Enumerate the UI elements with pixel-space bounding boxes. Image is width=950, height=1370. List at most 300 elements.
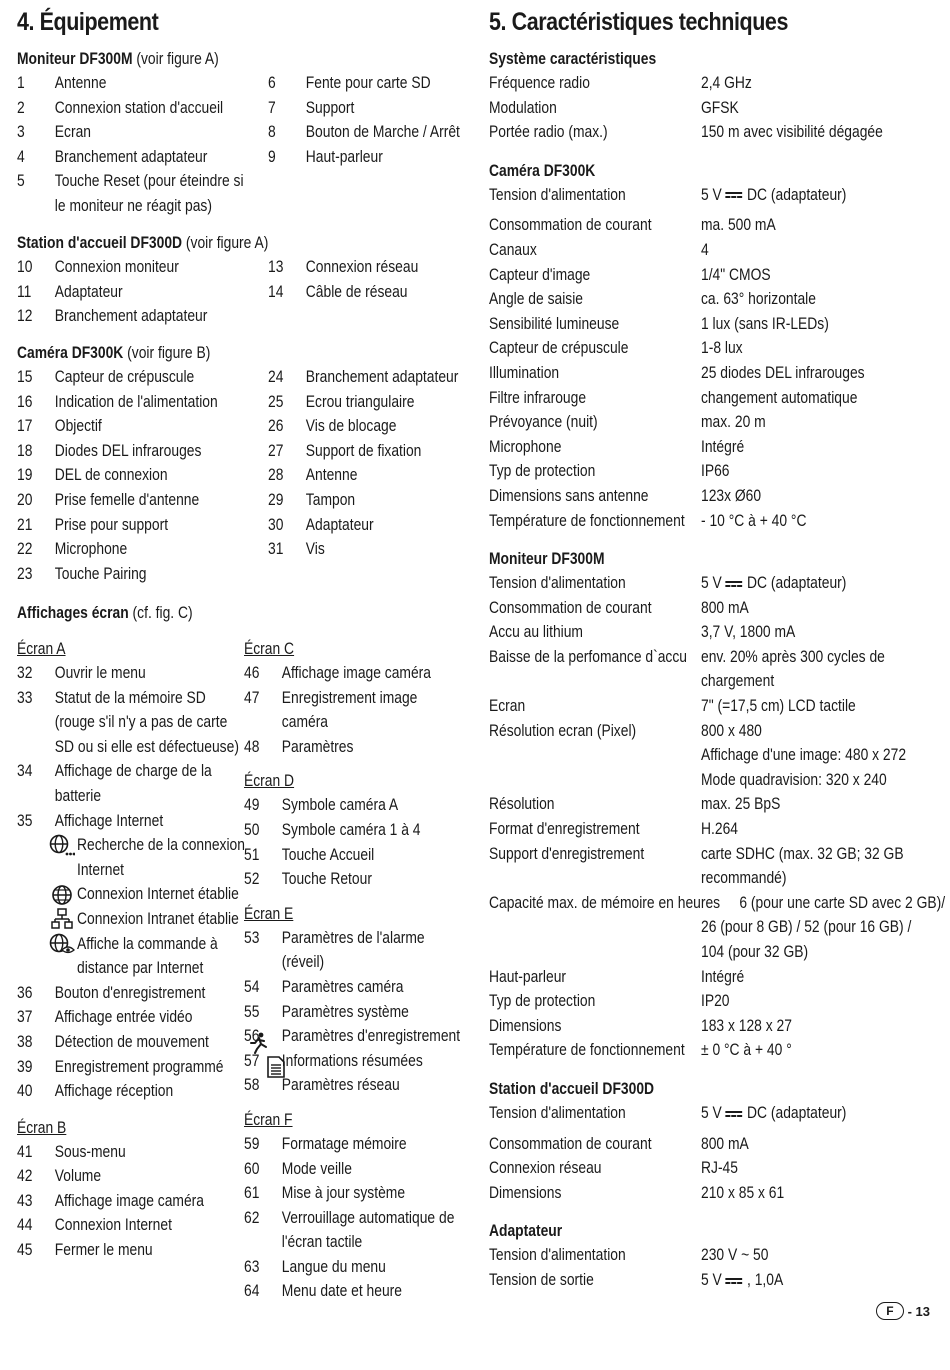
adapter-spec-title: Adaptateur xyxy=(489,1222,563,1241)
screen-displays-ref: (cf. fig. C) xyxy=(132,604,193,622)
list-item xyxy=(17,304,267,329)
spec-key: Connexion réseau xyxy=(489,1159,602,1178)
monitor-spec-title: Moniteur DF300M xyxy=(489,550,605,569)
item-label: batterie xyxy=(54,786,102,805)
spec-row xyxy=(489,287,929,312)
internet-status-label: Recherche de la connexion xyxy=(77,836,245,855)
spec-row xyxy=(489,435,929,460)
spec-row xyxy=(489,71,929,96)
spec-row xyxy=(489,1156,929,1181)
specs-column xyxy=(489,8,946,1293)
internet-status-label: Connexion Intranet établie xyxy=(77,909,239,928)
spec-key: Ecran xyxy=(489,697,526,716)
item-number: 57 xyxy=(244,1051,260,1070)
item-label: Affichage image caméra xyxy=(281,664,432,682)
list-item xyxy=(17,1030,237,1055)
spec-value: 2,4 GHz xyxy=(701,74,752,92)
spec-value: RJ-45 xyxy=(701,1159,738,1178)
item-number: 51 xyxy=(244,845,260,864)
item-number: 20 xyxy=(17,490,33,509)
item-label: l'écran tactile xyxy=(281,1233,363,1252)
camera-title: Caméra DF300K xyxy=(17,344,124,362)
item-label: Ecrou triangulaire xyxy=(305,392,415,411)
item-label: Sous-menu xyxy=(54,1142,126,1161)
item-label: Menu date et heure xyxy=(281,1282,403,1301)
spec-row xyxy=(489,817,929,842)
list-item xyxy=(244,1230,464,1255)
list-item xyxy=(244,818,464,843)
item-number: 6 xyxy=(268,74,276,92)
spec-row xyxy=(489,842,929,867)
list-item xyxy=(17,1213,237,1238)
list-item xyxy=(244,926,464,951)
item-number: 3 xyxy=(17,123,25,142)
spec-value: 1/4" CMOS xyxy=(701,265,771,284)
monitor-ref: (voir figure A) xyxy=(136,50,219,68)
item-label: Affichage de charge de la xyxy=(54,762,212,781)
list-item xyxy=(17,463,267,488)
item-label: Langue du menu xyxy=(281,1257,386,1276)
item-label: caméra xyxy=(281,713,329,732)
dc-symbol-icon xyxy=(725,581,742,587)
item-number: 32 xyxy=(17,664,33,682)
item-number: 40 xyxy=(17,1082,33,1101)
screens-ab xyxy=(17,637,245,1263)
item-label: Adaptateur xyxy=(54,282,123,301)
spec-value: 104 (pour 32 GB) xyxy=(701,943,809,961)
spec-key: Tension d'alimentation xyxy=(489,1246,626,1265)
item-label: Tampon xyxy=(305,490,356,509)
internet-status-label: Affiche la commande à xyxy=(77,934,218,953)
list-item xyxy=(17,280,267,305)
list-item xyxy=(268,71,468,96)
item-label: Mise à jour système xyxy=(281,1184,406,1203)
spec-value: max. 25 BpS xyxy=(701,795,781,814)
item-label: Prise femelle d'antenne xyxy=(54,490,200,509)
item-label: Enregistrement programmé xyxy=(54,1057,224,1076)
list-item xyxy=(17,365,267,390)
list-item xyxy=(268,390,468,415)
camera-spec-title: Caméra DF300K xyxy=(489,161,596,180)
item-label: SD ou si elle est défectueuse) xyxy=(54,737,239,756)
internet-status-item xyxy=(47,858,237,883)
spec-value: 800 x 480 xyxy=(701,721,762,740)
screen-a-heading: Écran A xyxy=(17,640,66,658)
item-number: 37 xyxy=(17,1008,33,1027)
item-number: 46 xyxy=(244,664,260,682)
spec-row xyxy=(489,459,929,484)
item-number: 36 xyxy=(17,983,33,1002)
dock-spec-title: Station d'accueil DF300D xyxy=(489,1079,655,1098)
item-label: Prise pour support xyxy=(54,515,169,534)
list-item xyxy=(17,1079,237,1104)
spec-row xyxy=(489,965,929,990)
spec-value: Intégré xyxy=(701,967,745,986)
item-number: 39 xyxy=(17,1057,33,1076)
list-item xyxy=(17,686,237,711)
list-item xyxy=(244,1049,464,1074)
spec-key: Capteur d'image xyxy=(489,265,591,284)
spec-row xyxy=(489,1181,929,1206)
list-item xyxy=(17,390,267,415)
spec-key: Support d'enregistrement xyxy=(489,844,645,863)
spec-key: Capteur de crépuscule xyxy=(489,339,629,358)
list-item xyxy=(17,414,267,439)
internet-status-item xyxy=(47,932,237,957)
item-label: Support xyxy=(305,98,355,117)
spec-row xyxy=(489,312,929,337)
item-label: Paramètres d'enregistrement xyxy=(281,1027,461,1046)
spec-value: DC (adaptateur) xyxy=(747,185,847,204)
item-number: 49 xyxy=(244,796,260,815)
spec-key: Température de fonctionnement xyxy=(489,511,685,530)
list-item xyxy=(17,1238,237,1263)
item-number xyxy=(17,735,55,760)
list-item xyxy=(244,661,464,686)
spec-row xyxy=(489,238,929,263)
item-label: Fente pour carte SD xyxy=(305,74,431,92)
item-number: 48 xyxy=(244,737,260,756)
item-number: 64 xyxy=(244,1282,260,1301)
adapter-output-row xyxy=(489,1268,929,1293)
spec-key: Typ de protection xyxy=(489,462,596,481)
spec-key: Résolution xyxy=(489,795,555,814)
spec-value: - 10 °C à + 40 °C xyxy=(701,511,807,530)
spec-row xyxy=(489,1014,929,1039)
spec-row xyxy=(489,484,929,509)
spec-value: Affichage d'une image: 480 x 272 xyxy=(701,746,907,765)
list-item xyxy=(17,562,267,587)
spec-value: 800 mA xyxy=(701,598,749,617)
list-item xyxy=(17,1140,237,1165)
camera-voltage-row xyxy=(489,183,929,208)
list-item xyxy=(268,96,468,121)
list-item xyxy=(244,1157,464,1182)
spec-row xyxy=(489,596,929,621)
spec-value: 230 V ~ 50 xyxy=(701,1246,769,1265)
spec-row xyxy=(489,336,929,361)
monitor-parts xyxy=(17,71,462,221)
list-item xyxy=(17,661,237,686)
spec-value: 1-8 lux xyxy=(701,339,743,358)
item-number: 4 xyxy=(17,147,25,166)
spec-row xyxy=(489,1132,929,1157)
item-number: 44 xyxy=(17,1216,33,1235)
spec-value: GFSK xyxy=(701,98,739,117)
item-number: 63 xyxy=(244,1257,260,1276)
item-label: Indication de l'alimentation xyxy=(54,392,218,411)
list-item xyxy=(244,867,464,892)
spec-row xyxy=(489,915,929,940)
list-item xyxy=(268,365,468,390)
list-item xyxy=(268,463,468,488)
item-number: 14 xyxy=(268,282,284,301)
item-number: 53 xyxy=(244,928,260,947)
page-footer xyxy=(876,1302,930,1320)
item-number: 5 xyxy=(17,172,25,191)
item-number: 24 xyxy=(268,368,284,386)
item-number: 50 xyxy=(244,820,260,839)
spec-row xyxy=(489,213,929,238)
spec-value: max. 20 m xyxy=(701,413,766,432)
page-number: - 13 xyxy=(907,1303,930,1319)
spec-value: 210 x 85 x 61 xyxy=(701,1183,785,1202)
network-icon xyxy=(47,908,77,930)
list-item xyxy=(17,735,237,760)
spec-key: Température de fonctionnement xyxy=(489,1041,685,1060)
item-number: 60 xyxy=(244,1159,260,1178)
spec-key: Canaux xyxy=(489,240,537,259)
spec-row xyxy=(489,719,929,744)
item-label: Microphone xyxy=(54,540,128,559)
item-label: Détection de mouvement xyxy=(54,1032,209,1051)
item-label: Diodes DEL infrarouges xyxy=(54,441,202,460)
spec-value: DC (adaptateur) xyxy=(747,574,847,593)
spec-key: Typ de protection xyxy=(489,992,596,1011)
item-label: Antenne xyxy=(54,74,107,92)
screen-displays-label: Affichages écran xyxy=(17,604,129,622)
spec-key: Tension d'alimentation xyxy=(489,185,626,204)
item-label: Bouton d'enregistrement xyxy=(54,983,206,1002)
list-item xyxy=(244,1255,464,1280)
item-label: Support de fixation xyxy=(305,441,422,460)
item-label: Câble de réseau xyxy=(305,282,408,301)
item-label: Touche Pairing xyxy=(54,564,147,583)
spec-value: IP66 xyxy=(701,462,730,481)
item-number: 27 xyxy=(268,441,284,460)
camera-section-title xyxy=(17,341,391,365)
spec-row xyxy=(489,1243,929,1268)
list-item xyxy=(17,809,237,834)
item-number: 38 xyxy=(17,1032,33,1051)
spec-key: Baisse de la perfomance d`accu xyxy=(489,647,688,666)
item-number: 47 xyxy=(244,688,260,707)
spec-value: 26 (pour 8 GB) / 52 (pour 16 GB) / xyxy=(701,918,912,937)
list-item xyxy=(268,513,468,538)
list-item xyxy=(244,1073,464,1098)
item-label: Fermer le menu xyxy=(54,1241,153,1260)
system-title: Système caractéristiques xyxy=(489,50,657,68)
list-item xyxy=(17,439,267,464)
spec-key: Dimensions xyxy=(489,1183,562,1202)
capacity-row xyxy=(489,891,946,916)
spec-key: Modulation xyxy=(489,98,557,117)
internet-status-label: Internet xyxy=(77,860,125,879)
spec-key: Consommation de courant xyxy=(489,216,652,235)
spec-value: 183 x 128 x 27 xyxy=(701,1016,792,1035)
list-item xyxy=(244,1181,464,1206)
equipment-heading: 4. Équipement xyxy=(17,8,159,36)
dock-voltage-row xyxy=(489,1101,929,1126)
camera-parts xyxy=(17,365,462,589)
list-item xyxy=(17,537,267,562)
spec-value: 150 m avec visibilité dégagée xyxy=(701,123,883,142)
list-item xyxy=(17,255,267,280)
item-number: 21 xyxy=(17,515,33,534)
spec-row xyxy=(489,743,929,768)
item-number: 19 xyxy=(17,466,33,485)
spec-value: chargement xyxy=(701,672,775,691)
globe-searching-icon xyxy=(47,834,77,856)
list-item xyxy=(268,120,468,145)
item-number: 42 xyxy=(17,1167,33,1186)
item-number: 30 xyxy=(268,515,284,534)
spec-value: 4 xyxy=(701,240,709,259)
spec-row xyxy=(489,940,929,965)
spec-row xyxy=(489,645,929,670)
spec-row xyxy=(489,768,929,793)
spec-value: 123x Ø60 xyxy=(701,486,762,505)
item-label: Affichage Internet xyxy=(54,811,164,830)
spec-key: Fréquence radio xyxy=(489,74,590,92)
item-label: Affichage réception xyxy=(54,1082,174,1101)
spec-value: 5 V xyxy=(701,185,722,204)
spec-key: Résolution ecran (Pixel) xyxy=(489,721,637,740)
spec-value: ma. 500 mA xyxy=(701,216,776,235)
item-number: 1 xyxy=(17,74,25,92)
item-label: Haut-parleur xyxy=(305,147,383,166)
item-number: 54 xyxy=(244,977,260,996)
item-number: 2 xyxy=(17,98,25,117)
spec-key: Haut-parleur xyxy=(489,967,567,986)
specs-heading: 5. Caractéristiques techniques xyxy=(489,8,788,36)
item-number xyxy=(17,194,55,219)
list-item xyxy=(17,120,267,145)
dock-ref: (voir figure A) xyxy=(185,234,269,252)
spec-value: 800 mA xyxy=(701,1134,749,1153)
item-number: 8 xyxy=(268,123,276,142)
item-number: 59 xyxy=(244,1134,260,1153)
internet-status-item xyxy=(47,956,237,981)
item-label: Paramètres réseau xyxy=(281,1076,400,1095)
list-item xyxy=(244,735,464,760)
spec-value: ca. 63° horizontale xyxy=(701,290,816,309)
spec-value: carte SDHC (max. 32 GB; 32 GB xyxy=(701,844,904,863)
screens-cf xyxy=(244,637,464,1304)
list-item xyxy=(17,513,267,538)
list-item xyxy=(17,145,267,170)
monitor-title: Moniteur DF300M xyxy=(17,50,133,68)
spec-value: , 1,0A xyxy=(747,1270,784,1289)
spec-key: Portée radio (max.) xyxy=(489,123,608,142)
internet-status-label: distance par Internet xyxy=(77,959,204,978)
item-number: 58 xyxy=(244,1076,260,1095)
item-label: Verrouillage automatique de xyxy=(281,1208,455,1227)
item-label: Vis xyxy=(305,540,325,559)
spec-key: Microphone xyxy=(489,437,562,456)
item-label: Connexion Internet xyxy=(54,1216,172,1235)
item-number: 12 xyxy=(17,307,33,326)
item-number: 34 xyxy=(17,762,33,781)
spec-value: 5 V xyxy=(701,1103,722,1122)
spec-row xyxy=(489,263,929,288)
list-item xyxy=(17,759,237,784)
spec-key: Angle de saisie xyxy=(489,290,584,309)
item-label: Informations résumées xyxy=(281,1051,423,1070)
item-number: 28 xyxy=(268,466,284,485)
list-item xyxy=(244,1206,464,1231)
item-label: Connexion station d'accueil xyxy=(54,98,224,117)
item-label: Mode veille xyxy=(281,1159,352,1178)
spec-row xyxy=(489,989,929,1014)
item-label: Symbole caméra A xyxy=(281,796,399,815)
spec-row xyxy=(489,694,929,719)
screen-d-heading: Écran D xyxy=(244,772,295,791)
list-item xyxy=(17,96,267,121)
item-label: Bouton de Marche / Arrêt xyxy=(305,123,460,142)
item-number: 23 xyxy=(17,564,33,583)
item-number: 29 xyxy=(268,490,284,509)
spec-value: changement automatique xyxy=(701,388,858,407)
item-label: Paramètres caméra xyxy=(281,977,404,996)
item-number: 15 xyxy=(17,368,33,386)
item-number: 31 xyxy=(268,540,284,559)
spec-value: 7" (=17,5 cm) LCD tactile xyxy=(701,697,856,716)
list-item xyxy=(244,710,464,735)
globe-eye-icon xyxy=(47,933,77,955)
item-label: (rouge s'il n'y a pas de carte xyxy=(54,713,228,732)
spec-row xyxy=(489,669,929,694)
item-label: Touche Reset (pour éteindre si xyxy=(54,172,244,191)
spec-key: Dimensions sans antenne xyxy=(489,486,649,505)
item-number: 33 xyxy=(17,688,33,707)
item-label: Touche Retour xyxy=(281,870,372,889)
item-label: Branchement adaptateur xyxy=(54,147,208,166)
item-label: Statut de la mémoire SD xyxy=(54,688,206,707)
globe-icon xyxy=(47,884,77,906)
spec-row xyxy=(489,120,929,145)
spec-value: ± 0 °C à + 40 ° xyxy=(701,1041,792,1060)
spec-value: DC (adaptateur) xyxy=(747,1103,847,1122)
item-number: 62 xyxy=(244,1208,260,1227)
item-number xyxy=(17,710,55,735)
list-item xyxy=(244,1279,464,1304)
item-label: Enregistrement image xyxy=(281,688,418,707)
item-number: 17 xyxy=(17,417,33,436)
list-item xyxy=(244,686,464,711)
item-label: Antenne xyxy=(305,466,358,485)
spec-key: Sensibilité lumineuse xyxy=(489,314,620,333)
spec-value: 1 lux (sans IR-LEDs) xyxy=(701,314,829,333)
list-item xyxy=(244,1024,464,1049)
spec-key: Consommation de courant xyxy=(489,1134,652,1153)
screen-e-heading: Écran E xyxy=(244,904,294,923)
item-label: Vis de blocage xyxy=(305,417,397,436)
list-item xyxy=(244,1000,464,1025)
item-number: 43 xyxy=(17,1191,33,1210)
item-label: le moniteur ne réagit pas) xyxy=(54,196,212,215)
item-label: Paramètres xyxy=(281,737,354,756)
list-item xyxy=(17,488,267,513)
item-number: 56 xyxy=(244,1027,260,1046)
item-label: Connexion moniteur xyxy=(54,258,179,276)
spec-value: 6 (pour une carte SD avec 2 GB)/ xyxy=(739,893,946,912)
spec-row xyxy=(489,361,929,386)
list-item xyxy=(268,537,468,562)
list-item xyxy=(268,280,468,305)
equipment-column xyxy=(17,8,462,1337)
item-label: Paramètres de l'alarme xyxy=(281,928,425,947)
list-item xyxy=(268,255,468,280)
item-label: Branchement adaptateur xyxy=(305,368,459,386)
item-number: 55 xyxy=(244,1002,260,1021)
list-item xyxy=(17,169,267,194)
spec-key: Illumination xyxy=(489,363,560,382)
item-label: Formatage mémoire xyxy=(281,1134,407,1153)
item-label: (réveil) xyxy=(281,953,325,972)
item-label: Touche Accueil xyxy=(281,845,375,864)
item-number: 25 xyxy=(268,392,284,411)
